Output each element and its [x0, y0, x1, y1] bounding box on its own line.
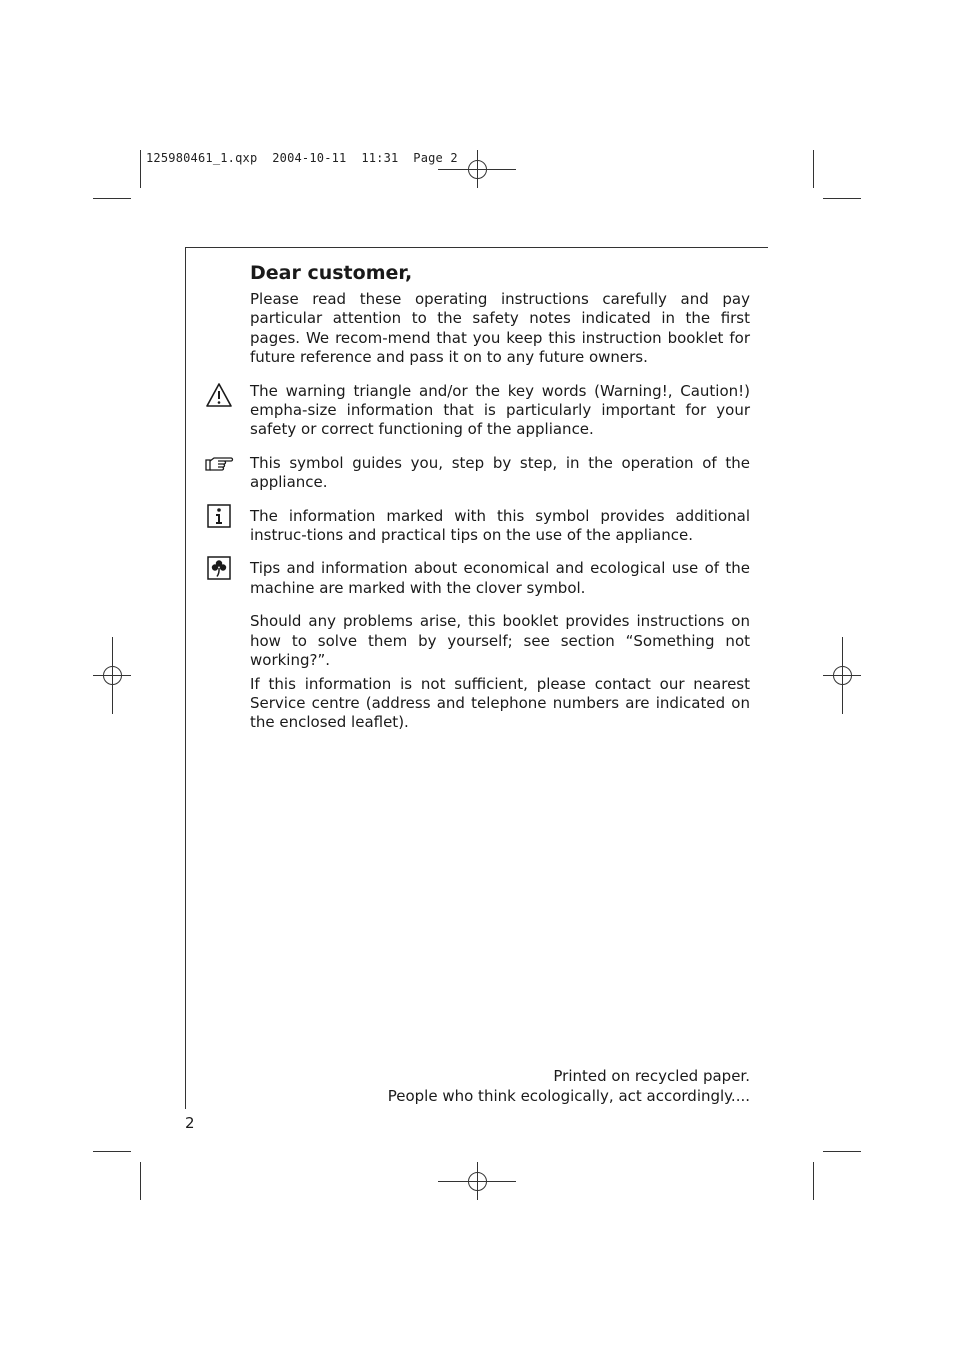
recycled-paper-note: [250, 1066, 750, 1106]
pointing-hand-icon: [204, 448, 234, 478]
symbol-text-guide: This symbol guides you, step by step, in the operation of the appliance.: [250, 453, 750, 492]
symbol-row-info: [250, 507, 750, 546]
page-title: Dear customer,: [250, 262, 413, 284]
main-content: [250, 260, 750, 733]
problems-paragraph: Should any problems arise, this booklet provides instructions on how to solve them by yourself; see section “Something not working?”.: [250, 612, 750, 670]
service-paragraph: If this information is not sufficient, please contact our nearest Service centre (address and telephone numbers are indicated on the enclosed leaflet).: [250, 674, 750, 732]
symbol-text-info: The information marked with this symbol provides additional instruc-tions and practical tips on the use of the appliance.: [250, 506, 750, 545]
print-slug: 125980461_1.qxp 2004-10-11 11:31 Page 2: [146, 151, 458, 165]
info-icon: [204, 501, 234, 531]
symbol-row-guide: [250, 454, 750, 493]
symbol-text-warning: The warning triangle and/or the key words (Warning!, Caution!) empha-size information that is particularly important for your safety or correct functioning of the appliance.: [250, 381, 750, 439]
frame-top-rule: [185, 247, 768, 248]
warning-triangle-icon: [204, 380, 234, 410]
footer-line-2: People who think ecologically, act accordingly....: [387, 1087, 750, 1105]
page-number: 2: [185, 1114, 195, 1132]
symbol-row-warning: [250, 382, 750, 440]
intro-paragraph: Please read these operating instructions carefully and pay particular attention to the safety notes indicated in the first pages. We recom-mend that you keep this instruction booklet for future reference and pass it on to any future owners.: [250, 290, 750, 367]
footer-line-1: Printed on recycled paper.: [553, 1067, 750, 1085]
clover-icon: [204, 553, 234, 583]
frame-left-rule: [185, 247, 186, 1109]
symbol-row-clover: [250, 559, 750, 598]
symbol-text-clover: Tips and information about economical and ecological use of the machine are marked with the clover symbol.: [250, 559, 750, 597]
